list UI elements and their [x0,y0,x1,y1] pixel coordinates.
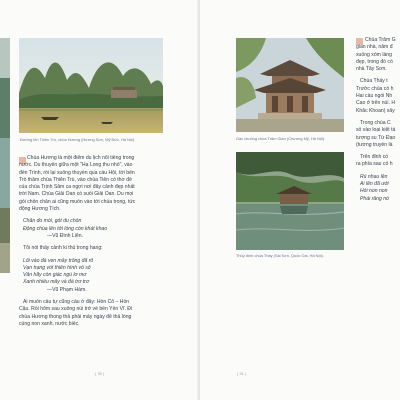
text-line: Trong chùa C [360,119,391,126]
verse-line: Xanh nhiều mây và đá trơ trơ [23,279,89,286]
page-number: ( 30 ) [95,371,105,376]
photo-caption: Gác chuông chùa Trăm Gian (Chương Mỹ, Hà Nội). [236,136,326,141]
body-text [365,37,400,44]
text-line: đền Trình, rồi lại xuống thuyền qua cầu Hội, tới bến [19,169,135,176]
page-number: ( 31 ) [237,371,247,376]
text-line: Trước chùa có h [356,85,394,92]
verse-line: Vạn trạng với thiên hình vô số [23,264,91,271]
photo-caption: Đường lên Thiên Trù, chùa Hương (Hương Sơn, Mỹ Đức, Hà Nội). [20,137,136,142]
bell-tower-photo [236,38,344,132]
text-line: số vào loại kiệt tá [356,127,396,134]
text-line: Hai cầu ngói Nh [356,93,393,100]
text-line: nước. Du thuyền giữa một "Hạ Long thu nhỏ", vào [19,162,133,169]
verse-line: Động chùa lên tới lòng còn khát khao [23,225,108,232]
verse-line: Phải rằng nó [360,195,389,202]
text-line: Ai muốn cầu tự cũng cầu ở đây: Hòn Cô – Hòn [23,299,130,306]
text-line: Trò thăm chùa Thiên Trù, vào chùa Tiên có thơ đề [19,176,132,183]
text-line: (tương truyền là [356,141,393,148]
text-line: gói chốn chân ai cũng muốn vào tới chùa trong, tức [19,198,136,205]
text-line: tượng su Từ Đạo [356,134,396,141]
edge-landscape-photo [0,38,10,273]
river-landscape-photo [19,38,163,133]
photo-caption: Thủy đình chùa Thầy (Sài Sơn, Quốc Oai, Hà Nội). [236,253,324,258]
body-text [27,155,182,162]
text-line: nhà Tây Sơn. [356,66,387,73]
text-line: xuống xóm làng [356,51,392,58]
text-line: Chùa Trăm G [365,37,396,43]
text-line: đẹp, trong đó có [356,58,393,65]
verse-line: Lối vào đá ven mây trông đã rõ [23,257,94,264]
text-line: Chùa Thầy t [360,78,388,85]
text-line: của chúa Trịnh Sâm ca ngợi nơi đây cảnh đẹp nhất [19,184,135,191]
verse-attribution: —Vũ Đình Liên. [47,232,83,239]
text-line: chùa Hương thong thả phải mấy ngày để thả lòng [19,313,132,320]
verse-attribution: —Vũ Phạm Hàm. [47,286,87,293]
text-line: Chùa Hương là một điểm du lịch nổi tiếng trong [27,155,135,161]
text-line: Trên đỉnh có [360,154,389,161]
text-line: Khắc Khoan) xây [356,107,395,114]
text-line: động Hương Tích. [19,206,61,213]
text-line: gian nhà, năm đ [356,44,393,51]
water-pavilion-photo [236,152,344,250]
text-line: Cậu. Rồi hôm sau xuống núi trở về bến Yến Vĩ. Đi [19,306,133,313]
verse-line: Vẫn hãy còn giác ngủ lơ mơ [23,272,87,279]
verse-line: Rủ nhau lên [360,173,388,180]
verse-line: Hỏi non non [360,188,388,195]
text-line: cùng non xanh, nước biếc. [19,320,80,327]
body-text [19,162,184,328]
text-line: Tôi nói thấy cảnh ki thú trong hang: [23,245,103,252]
body-text [356,44,400,203]
text-line: ra phía sau có h [356,161,393,168]
verse-line: Chân do mòi, gót du chồn [23,218,82,225]
text-line: Cao ở trên núi. H [356,100,396,107]
verse-line: Ai lên đã ưởi [360,181,389,188]
right-page [200,0,400,400]
text-line: trời Nam. Chùa Giải Oan có suối Giải Oan. Du mọi [19,191,134,198]
